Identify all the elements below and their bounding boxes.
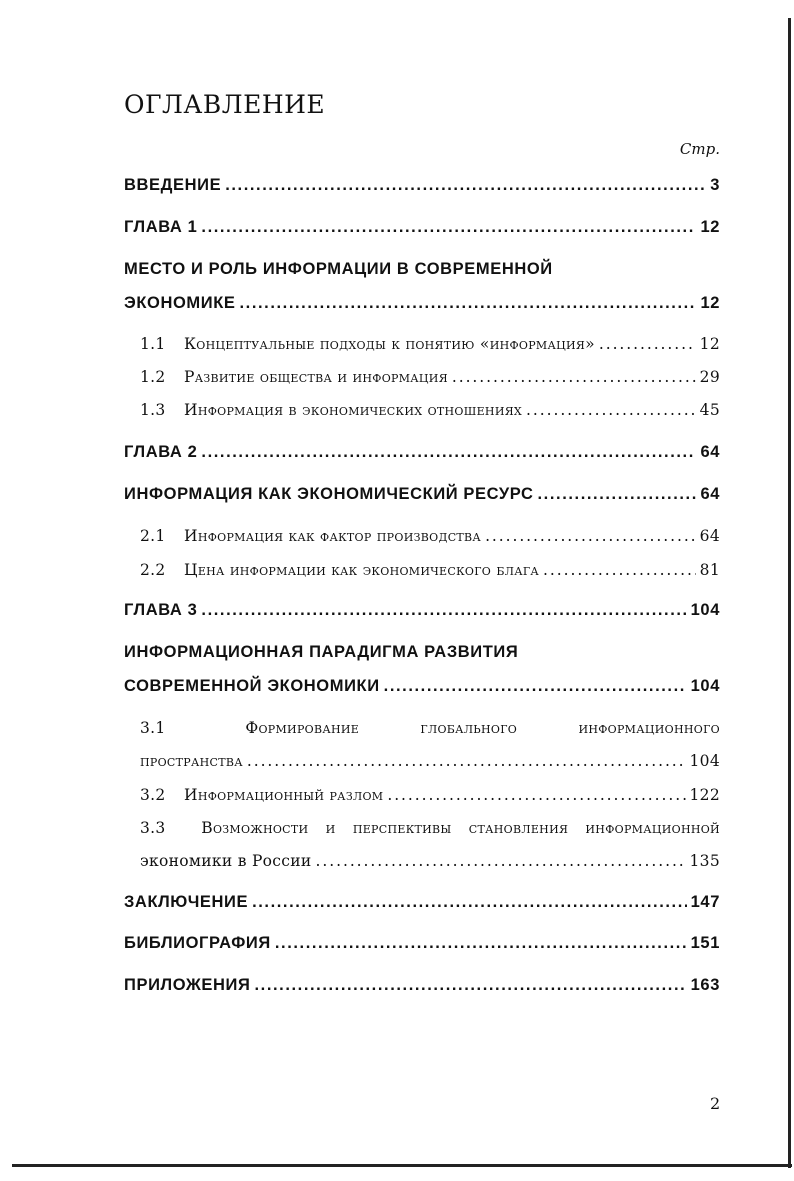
toc-entry-1-2[interactable] [140,368,720,386]
toc-number: 3.1 [140,719,166,737]
toc-label: Цена информации как экономического блага [184,561,540,579]
toc-page: 12 [699,335,720,353]
toc-number: 3.3 [140,819,166,837]
page-edge-bottom [12,1164,792,1167]
toc-page: 163 [690,976,720,994]
toc-page: 12 [700,218,720,236]
toc-label: ПРИЛОЖЕНИЯ [124,976,251,994]
toc-leader [485,527,696,545]
toc-page: 29 [699,368,720,386]
toc-entry-chapter-1-title[interactable] [124,294,720,313]
toc-label: ГЛАВА 2 [124,443,198,461]
toc-leader [247,752,686,770]
toc-page: 104 [689,752,720,770]
toc-leader [201,601,686,620]
toc-label: ИНФОРМАЦИЯ КАК ЭКОНОМИЧЕСКИЙ РЕСУРС [124,485,534,503]
toc-label: Концептуальные подходы к понятию «информация» [184,335,595,353]
toc-leader [275,934,687,953]
toc-label: Информация как фактор производства [184,527,482,545]
toc-entry-2-2[interactable] [140,561,720,579]
page-column-label: Стр. [679,140,720,158]
toc-page: 3 [710,176,720,194]
toc-number: 1.3 [140,401,166,419]
toc-number: 3.2 [140,786,166,804]
toc-chapter-3-title-line1: ИНФОРМАЦИОННАЯ ПАРАДИГМА РАЗВИТИЯ [124,643,519,661]
toc-label: ЭКОНОМИКЕ [124,294,236,312]
toc-entry-3-3-line2[interactable] [140,852,720,870]
toc-leader [387,786,685,804]
toc-leader [526,401,696,419]
toc-label: пространства [140,752,243,770]
toc-label: СОВРЕМЕННОЙ ЭКОНОМИКИ [124,677,380,695]
toc-entry-chapter-2-title[interactable] [124,485,720,504]
toc-number: 2.1 [140,527,166,545]
toc-leader [252,893,687,912]
toc-leader [201,443,696,462]
toc-entry-intro[interactable] [124,176,720,195]
toc-label: экономики в России [140,852,312,870]
toc-label: ВВЕДЕНИЕ [124,176,222,194]
toc-page: 151 [690,934,720,952]
toc-leader [225,176,706,195]
toc-page: 81 [699,561,720,579]
toc-leader [316,852,686,870]
toc-entry-bibliography[interactable] [124,934,720,953]
toc-leader [538,485,697,504]
toc-number: 1.2 [140,368,166,386]
toc-page: 64 [700,485,720,503]
toc-word: Возможности [201,819,309,837]
toc-entry-1-1[interactable] [140,335,720,353]
toc-entry-chapter-3-title[interactable] [124,677,720,696]
toc-page: 12 [700,294,720,312]
toc-label: Информационный разлом [184,786,384,804]
toc-entry-chapter-2[interactable] [124,443,720,462]
toc-leader [599,335,696,353]
toc-label: Развитие общества и информация [184,368,448,386]
toc-word: глобального [420,719,518,737]
toc-entry-conclusion[interactable] [124,893,720,912]
toc-label: ГЛАВА 1 [124,218,198,236]
toc-leader [384,677,687,696]
toc-page: 64 [699,527,720,545]
toc-page: 104 [690,601,720,619]
toc-label: ЗАКЛЮЧЕНИЕ [124,893,249,911]
toc-entry-appendix[interactable] [124,976,720,995]
toc-leader [254,976,686,995]
toc-number: 2.2 [140,561,166,579]
toc-entry-3-3-line1[interactable] [140,819,720,837]
toc-leader [543,561,696,579]
toc-page: 135 [689,852,720,870]
toc-leader [201,218,696,237]
toc-word: Формирование [245,719,360,737]
page-edge-right [788,18,791,1168]
toc-word: и [325,819,336,837]
toc-word: становления [468,819,569,837]
toc-leader [239,294,696,313]
toc-number: 1.1 [140,335,166,353]
toc-chapter-1-title-line1: МЕСТО И РОЛЬ ИНФОРМАЦИИ В СОВРЕМЕННОЙ [124,260,553,278]
toc-page: 122 [689,786,720,804]
toc-entry-1-3[interactable] [140,401,720,419]
toc-entry-2-1[interactable] [140,527,720,545]
page-title: ОГЛАВЛЕНИЕ [124,90,326,119]
toc-label: БИБЛИОГРАФИЯ [124,934,271,952]
toc-page: 64 [700,443,720,461]
toc-page: 104 [690,677,720,695]
toc-word: перспективы [352,819,452,837]
toc-entry-3-2[interactable] [140,786,720,804]
page-number: 2 [710,1094,721,1113]
toc-label: ГЛАВА 3 [124,601,198,619]
toc-word: информационного [578,719,720,737]
toc-page: 147 [690,893,720,911]
toc-word: информационной [585,819,720,837]
toc-entry-chapter-3[interactable] [124,601,720,620]
toc-page: 45 [699,401,720,419]
toc-leader [452,368,696,386]
toc-entry-chapter-1[interactable] [124,218,720,237]
toc-entry-3-1-line2[interactable] [140,752,720,770]
toc-label: Информация в экономических отношениях [184,401,523,419]
toc-entry-3-1-line1[interactable] [140,719,720,737]
